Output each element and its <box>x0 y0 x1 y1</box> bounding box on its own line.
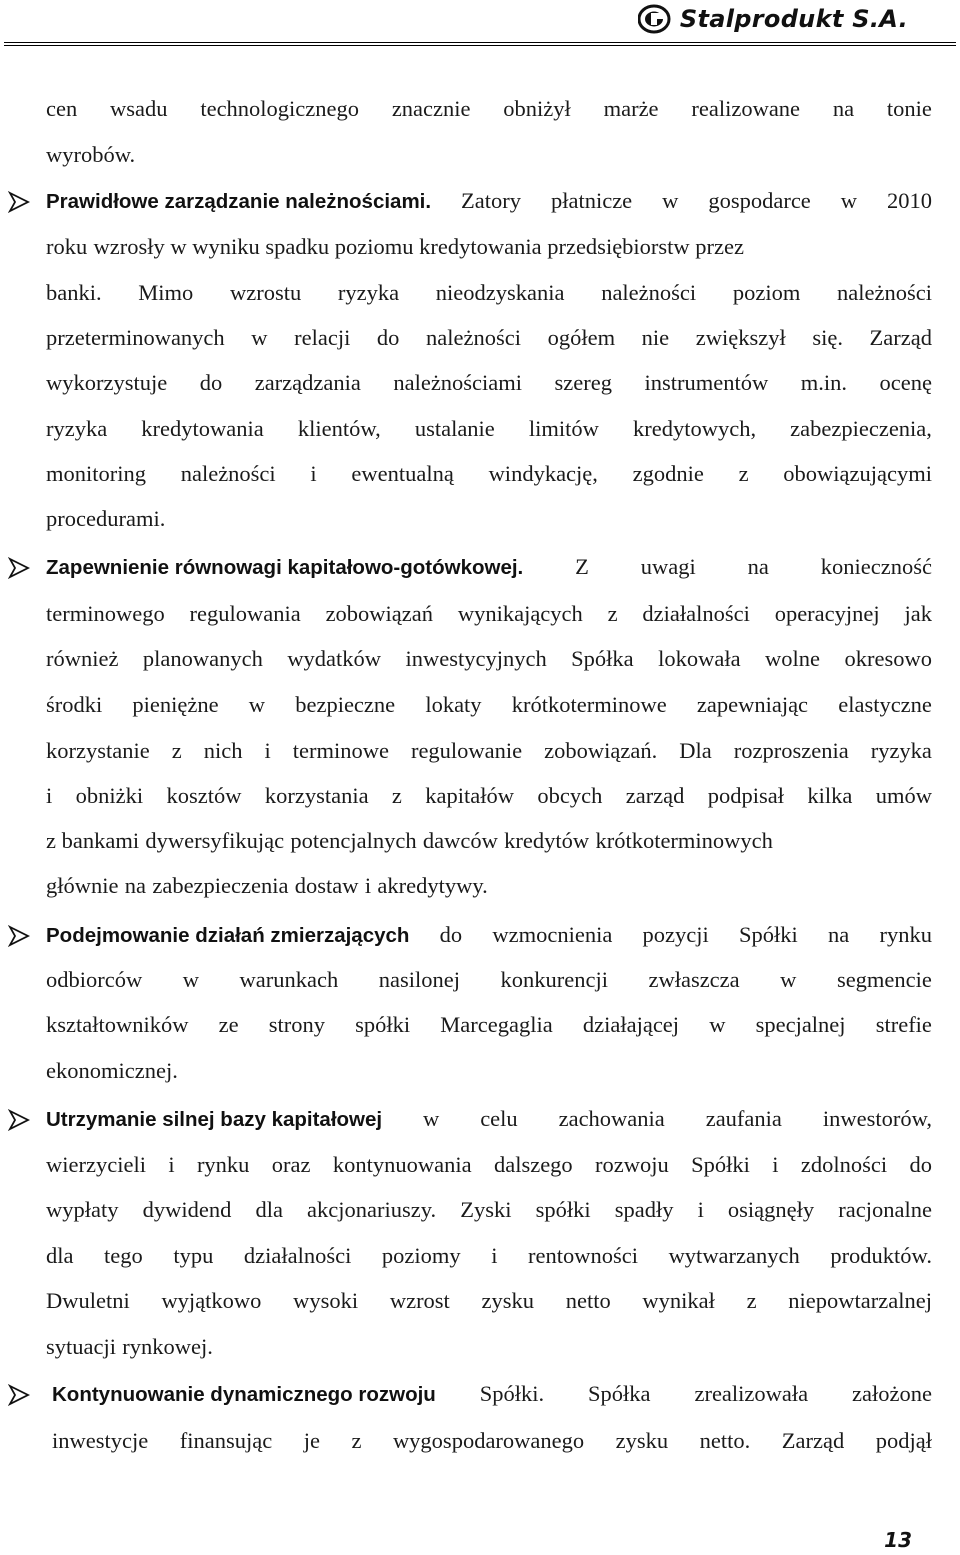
word: kredytów <box>504 828 590 853</box>
word: obcych <box>537 783 603 808</box>
word: procedurami. <box>46 506 166 531</box>
arrow-bullet-icon <box>8 1384 30 1406</box>
word: dalszego <box>493 1152 573 1177</box>
word: nie <box>641 325 670 350</box>
text-line <box>46 875 932 898</box>
word: i <box>697 1197 704 1222</box>
text-line <box>46 1014 932 1037</box>
word: z <box>607 601 618 626</box>
text-line <box>46 418 932 441</box>
word: Zapewnienie równowagi kapitałowo-gotówkowej. <box>46 556 524 579</box>
word: obowiązującymi <box>783 461 932 486</box>
text-line <box>46 144 932 167</box>
word: i <box>772 1152 779 1177</box>
word: wykorzystuje <box>46 370 168 395</box>
text-line <box>46 98 932 121</box>
company-logo <box>638 4 908 34</box>
word: wytwarzanych <box>668 1243 800 1268</box>
word: krótkoterminowych <box>595 828 773 853</box>
word: w <box>423 1106 440 1131</box>
word: jak <box>904 601 932 626</box>
word: uwagi <box>640 554 696 579</box>
text-line <box>46 1060 932 1083</box>
word: Spółka <box>588 1381 651 1406</box>
word: konkurencji <box>500 967 608 992</box>
word: rentowności <box>528 1243 639 1268</box>
word: roku <box>46 234 88 259</box>
word: zgodnie <box>632 461 704 486</box>
word: wygospodarowanego <box>392 1428 585 1453</box>
text-line <box>46 1245 932 1268</box>
word: ocenę <box>879 370 932 395</box>
word: spadły <box>614 1197 674 1222</box>
word: w <box>182 967 199 992</box>
word: środki <box>46 692 103 717</box>
word: kapitałów <box>425 783 515 808</box>
word: Prawidłowe zarządzanie należnościami. <box>46 190 432 213</box>
word: tego <box>104 1243 143 1268</box>
word: w <box>709 1012 726 1037</box>
word: działalności <box>642 601 750 626</box>
word: dywidend <box>142 1197 232 1222</box>
word: sytuacji <box>46 1334 116 1359</box>
text-line <box>46 1290 932 1313</box>
word: poziomy <box>381 1243 461 1268</box>
word: i <box>310 461 317 486</box>
text-line <box>46 648 932 671</box>
word: ustalanie <box>414 416 495 441</box>
word: planowanych <box>142 646 263 671</box>
word: terminowego <box>46 601 165 626</box>
word: zrealizowała <box>694 1381 809 1406</box>
text-line <box>46 508 932 531</box>
text-line <box>46 694 932 717</box>
text-line <box>46 236 932 259</box>
word: zwiększył <box>695 325 786 350</box>
word: Podejmowanie działań zmierzających <box>46 924 410 947</box>
word: również <box>46 646 119 671</box>
word: elastyczne <box>838 692 932 717</box>
text-line <box>46 603 932 626</box>
text-line <box>46 969 932 992</box>
word: na <box>124 873 147 898</box>
word: odbiorców <box>46 967 143 992</box>
word: netto <box>565 1288 611 1313</box>
word: niepowtarzalnej <box>788 1288 932 1313</box>
text-line <box>46 1336 932 1359</box>
word: do <box>199 370 223 395</box>
word: korzystanie <box>46 738 150 763</box>
word: zobowiązań. <box>544 738 658 763</box>
word: należnościami <box>393 370 523 395</box>
word: i <box>264 738 271 763</box>
word: płatnicze <box>550 188 633 213</box>
word: poziom <box>732 280 801 305</box>
word: 2010 <box>886 188 932 213</box>
text-line <box>46 327 932 350</box>
word: należności <box>601 280 697 305</box>
text-line <box>46 1154 932 1177</box>
word: windykację, <box>488 461 598 486</box>
word: kształtowników <box>46 1012 189 1037</box>
text-line <box>46 830 932 853</box>
word: spółki <box>355 1012 411 1037</box>
word: umów <box>875 783 932 808</box>
word: obniżki <box>75 783 144 808</box>
word: rynku <box>879 922 932 947</box>
word: bezpieczne <box>295 692 396 717</box>
word: ewentualną <box>351 461 454 486</box>
text-line <box>46 1108 932 1131</box>
text-line <box>46 740 932 763</box>
word: zysku <box>615 1428 669 1453</box>
word: w <box>780 967 797 992</box>
word: na <box>832 96 855 121</box>
word: oraz <box>271 1152 311 1177</box>
word: lokowała <box>658 646 741 671</box>
word: rynkowej. <box>122 1334 213 1359</box>
word: dla <box>255 1197 283 1222</box>
word: wzrost <box>389 1288 450 1313</box>
word: nieodzyskania <box>435 280 565 305</box>
word: wzrostu <box>229 280 302 305</box>
word: wydatków <box>287 646 382 671</box>
arrow-bullet-icon <box>8 557 30 579</box>
word: akredytywy. <box>377 873 488 898</box>
word: marże <box>603 96 659 121</box>
word: Utrzymanie silnej bazy kapitałowej <box>46 1108 383 1131</box>
word: obniżył <box>503 96 571 121</box>
word: terminowe <box>292 738 389 763</box>
word: dostaw <box>294 873 359 898</box>
text-line <box>46 463 932 486</box>
word: celu <box>480 1106 518 1131</box>
word: się. <box>812 325 843 350</box>
word: ryzyka <box>870 738 932 763</box>
word: dywersyfikując <box>145 828 285 853</box>
word: Mimo <box>138 280 194 305</box>
word: operacyjnej <box>774 601 880 626</box>
word: Spółki <box>691 1152 750 1177</box>
word: nasilonej <box>378 967 460 992</box>
word: konieczność <box>820 554 932 579</box>
word: typu <box>173 1243 214 1268</box>
word: kilka <box>807 783 853 808</box>
word: przeterminowanych <box>46 325 225 350</box>
word: założone <box>852 1381 932 1406</box>
word: Z <box>575 554 589 579</box>
word: akcjonariuszy. <box>307 1197 437 1222</box>
word: kredytowych, <box>632 416 757 441</box>
word: należności <box>180 461 276 486</box>
word: zabezpieczenia, <box>790 416 932 441</box>
word: wzrosły w wyniku spadku poziomu kredytowania przedsiębiorstw przez <box>93 234 745 259</box>
word: zysku <box>481 1288 535 1313</box>
word: z <box>391 783 402 808</box>
word: finansując <box>179 1428 273 1453</box>
word: zdolności <box>800 1152 888 1177</box>
word: strony <box>268 1012 325 1037</box>
word: Dwuletni <box>46 1288 130 1313</box>
word: rozwoju <box>595 1152 669 1177</box>
word: dawców <box>422 828 498 853</box>
arrow-bullet-icon <box>8 925 30 947</box>
word: regulowania <box>189 601 301 626</box>
word: netto. <box>699 1428 751 1453</box>
word: inwestorów, <box>822 1106 932 1131</box>
word: na <box>828 922 850 947</box>
word: wypłaty <box>46 1197 119 1222</box>
word: rynku <box>196 1152 250 1177</box>
word: zobowiązań <box>325 601 434 626</box>
word: racjonalne <box>838 1197 932 1222</box>
text-line <box>46 556 932 579</box>
word: strefie <box>875 1012 932 1037</box>
stalprodukt-logo-icon <box>638 4 672 34</box>
text-line <box>46 924 932 947</box>
word: Kontynuowanie dynamicznego rozwoju <box>52 1383 436 1406</box>
word: wysoki <box>293 1288 359 1313</box>
word: zabezpieczenia <box>152 873 289 898</box>
word: zarządzania <box>254 370 361 395</box>
word: z <box>351 1428 362 1453</box>
word: dla <box>46 1243 74 1268</box>
word: do <box>376 325 400 350</box>
word: osiągnęły <box>727 1197 815 1222</box>
word: nich <box>203 738 243 763</box>
word: należności <box>837 280 932 305</box>
word: wyrobów. <box>46 142 136 167</box>
word: specjalnej <box>755 1012 846 1037</box>
word: regulowanie <box>410 738 523 763</box>
word: gospodarce <box>708 188 811 213</box>
arrow-bullet-icon <box>8 191 30 213</box>
word: kosztów <box>166 783 242 808</box>
word: należności <box>426 325 521 350</box>
word: z <box>738 461 749 486</box>
word: znacznie <box>391 96 471 121</box>
word: w <box>251 325 268 350</box>
word: krótkoterminowe <box>511 692 667 717</box>
header-divider <box>4 42 956 46</box>
word: pieniężne <box>132 692 219 717</box>
word: potencjalnych <box>290 828 417 853</box>
word: zapewniając <box>696 692 809 717</box>
word: Zatory <box>461 188 522 213</box>
word: zachowania <box>558 1106 665 1131</box>
word: kredytowania <box>141 416 264 441</box>
word: produktów. <box>830 1243 932 1268</box>
word: Spółka <box>571 646 634 671</box>
word: do <box>439 922 463 947</box>
word: wzmocnienia <box>492 922 613 947</box>
word: z <box>171 738 182 763</box>
word: segmencie <box>836 967 932 992</box>
word: ekonomicznej. <box>46 1058 178 1083</box>
word: wolne <box>765 646 821 671</box>
word: na <box>747 554 769 579</box>
word: zwłaszcza <box>648 967 740 992</box>
text-line <box>52 1430 932 1453</box>
word: wsadu <box>110 96 168 121</box>
word: zaufania <box>705 1106 782 1131</box>
word: Zyski <box>460 1197 512 1222</box>
word: podjął <box>875 1428 932 1453</box>
word: kontynuowania <box>332 1152 472 1177</box>
word: limitów <box>528 416 599 441</box>
word: realizowane <box>691 96 801 121</box>
word: podpisał <box>707 783 785 808</box>
word: warunkach <box>239 967 339 992</box>
word: i <box>46 783 53 808</box>
word: ze <box>218 1012 239 1037</box>
word: cen <box>46 96 78 121</box>
word: instrumentów <box>644 370 769 395</box>
word: i <box>364 873 372 898</box>
text-line <box>52 1383 932 1406</box>
word: ogółem <box>547 325 616 350</box>
word: ryzyka <box>46 416 108 441</box>
word: działalności <box>243 1243 352 1268</box>
word: z <box>746 1288 757 1313</box>
word: i <box>168 1152 175 1177</box>
word: korzystania <box>264 783 369 808</box>
word: do <box>909 1152 932 1177</box>
word: klientów, <box>297 416 381 441</box>
word: tonie <box>886 96 932 121</box>
text-line <box>46 785 932 808</box>
word: z bankami <box>46 828 140 853</box>
word: w <box>840 188 857 213</box>
word: je <box>303 1428 320 1453</box>
word: monitoring <box>46 461 146 486</box>
word: Marcegaglia <box>440 1012 553 1037</box>
text-line <box>46 1199 932 1222</box>
word: Zarząd <box>869 325 932 350</box>
word: szereg <box>554 370 612 395</box>
word: w <box>662 188 679 213</box>
word: m.in. <box>800 370 847 395</box>
word: banki. <box>46 280 102 305</box>
word: wynikał <box>642 1288 715 1313</box>
word: ryzyka <box>337 280 400 305</box>
page-number: 13 <box>884 1528 912 1552</box>
word: zarząd <box>625 783 685 808</box>
word: rozproszenia <box>733 738 849 763</box>
word: Spółki <box>739 922 798 947</box>
word: spółki <box>535 1197 591 1222</box>
word: głównie <box>46 873 119 898</box>
word: lokaty <box>425 692 482 717</box>
word: okresowo <box>844 646 932 671</box>
word: wierzycieli <box>46 1152 146 1177</box>
word: wyjątkowo <box>161 1288 262 1313</box>
word: pozycji <box>642 922 709 947</box>
word: Zarząd <box>781 1428 845 1453</box>
word: technologicznego <box>200 96 360 121</box>
word: Dla <box>679 738 712 763</box>
text-line <box>46 282 932 305</box>
arrow-bullet-icon <box>8 1109 30 1131</box>
word: Spółki. <box>479 1381 545 1406</box>
text-line <box>46 372 932 395</box>
page-header <box>0 0 960 46</box>
text-line <box>46 190 932 213</box>
word: inwestycje <box>52 1428 149 1453</box>
word: wynikających <box>457 601 583 626</box>
company-name: Stalprodukt S.A. <box>679 5 908 33</box>
word: działającej <box>582 1012 680 1037</box>
word: i <box>491 1243 498 1268</box>
word: w <box>248 692 266 717</box>
word: inwestycyjnych <box>405 646 547 671</box>
word: relacji <box>294 325 351 350</box>
